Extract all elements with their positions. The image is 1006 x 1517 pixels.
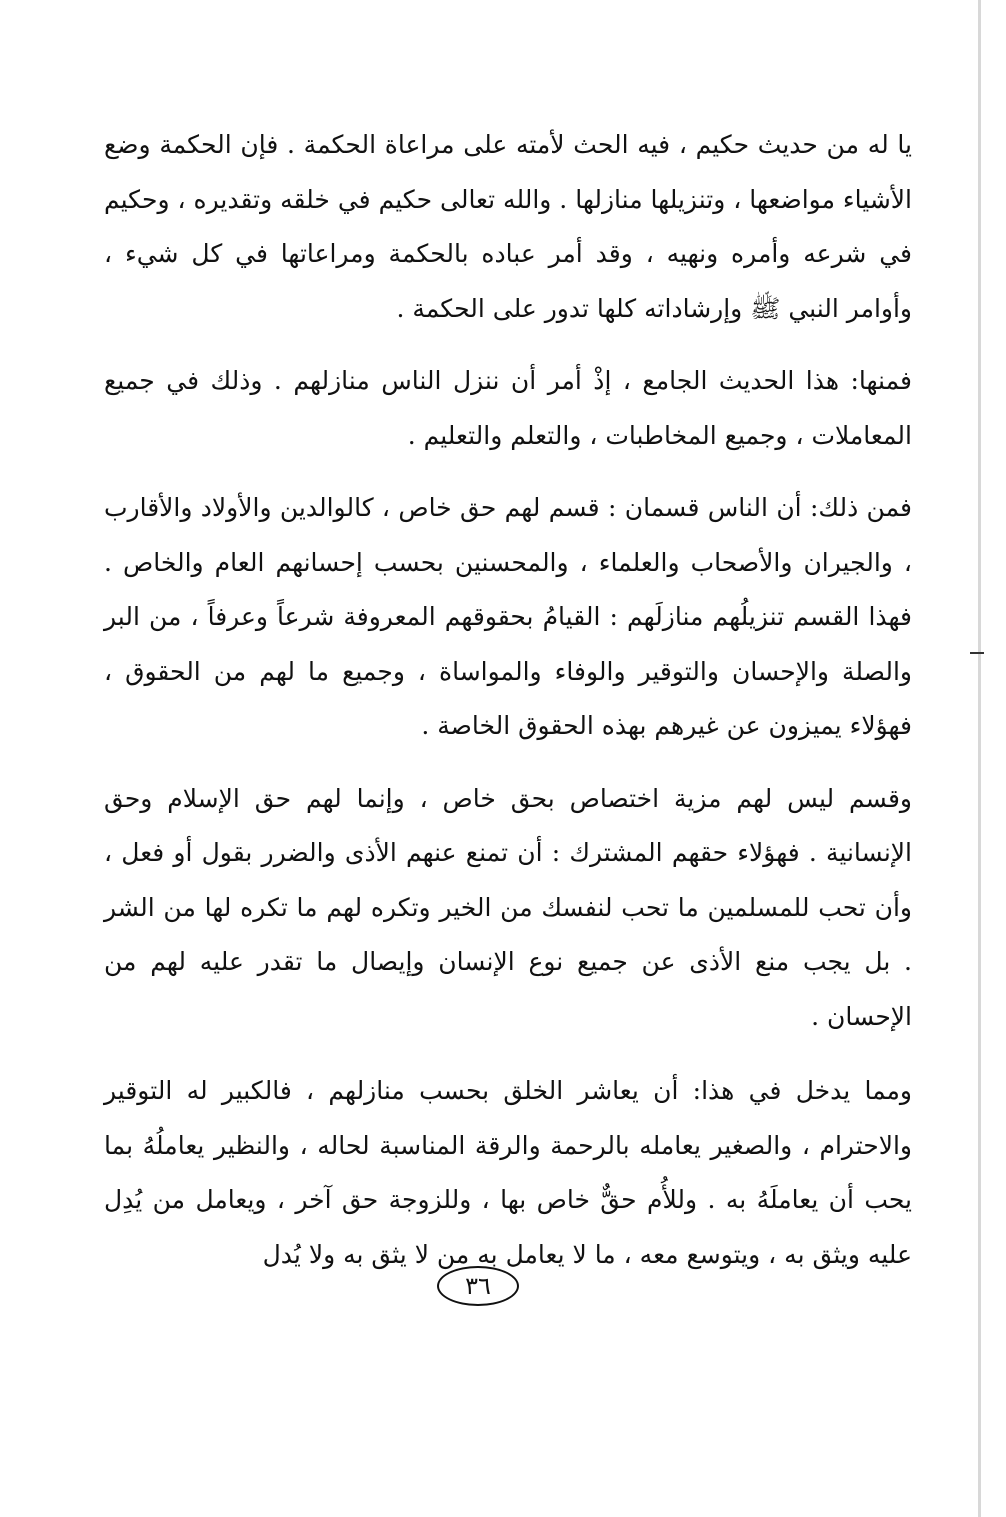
scan-edge-line xyxy=(978,0,981,1517)
paragraph-3: فمن ذلك: أن الناس قسمان : قسم لهم حق خاص ، كالوالدين والأولاد والأقارب ، والجيران والأصحاب والعلماء ، والمحسنين بحسب إحسانهم العام والخاص . فهذا القسم تنزيلُهم منازلَهم : القيامُ بحقوقهم المعروفة شرعاً وعرفاً ، من البر والصلة والإحسان والتوقير والوفاء والمواساة ، وجميع ما لهم من الحقوق ، فهؤلاء يميزون عن غيرهم بهذه الحقوق الخاصة . xyxy=(104,493,912,740)
page-body-text xyxy=(104,118,912,1300)
paragraph-1: يا له من حديث حكيم ، فيه الحث لأمته على مراعاة الحكمة . فإن الحكمة وضع الأشياء مواضعها ، وتنزيلها منازلها . والله تعالى حكيم في خلقه وتقديره ، وحكيم في شرعه وأمره ونهيه ، وقد أمر عباده بالحكمة ومراعاتها في كل شيء ، وأوامر النبي ﷺ وإرشاداته كلها تدور على الحكمة . xyxy=(104,130,912,323)
paragraph-4: وقسم ليس لهم مزية اختصاص بحق خاص ، وإنما لهم حق الإسلام وحق الإنسانية . فهؤلاء حقهم المشترك : أن تمنع عنهم الأذى والضرر بقول أو فعل ، وأن تحب للمسلمين ما تحب لنفسك من الخير وتكره لهم ما تكره لها من الشر . بل يجب منع الأذى عن جميع نوع الإنسان وإيصال ما تقدر عليه لهم من الإحسان . xyxy=(104,783,912,1031)
paragraph-2: فمنها: هذا الحديث الجامع ، إذْ أمر أن ننزل الناس منازلهم . وذلك في جميع المعاملات ، وجميع المخاطبات ، والتعلم والتعليم . xyxy=(104,366,912,450)
paragraph-5: ومما يدخل في هذا: أن يعاشر الخلق بحسب منازلهم ، فالكبير له التوقير والاحترام ، والصغير يعامله بالرحمة والرقة المناسبة لحاله ، والنظير يعاملُهُ بما يحب أن يعاملَهُ به . وللأُم حقٌّ خاص بها ، وللزوجة حق آخر ، ويعامل من يُدِل عليه ويثق به ، ويتوسع معه ، ما لا يعامل به من لا يثق به ولا يُدل xyxy=(104,1076,912,1269)
scan-edge-mark xyxy=(970,652,984,654)
page-number: ٣٦ xyxy=(437,1266,519,1306)
